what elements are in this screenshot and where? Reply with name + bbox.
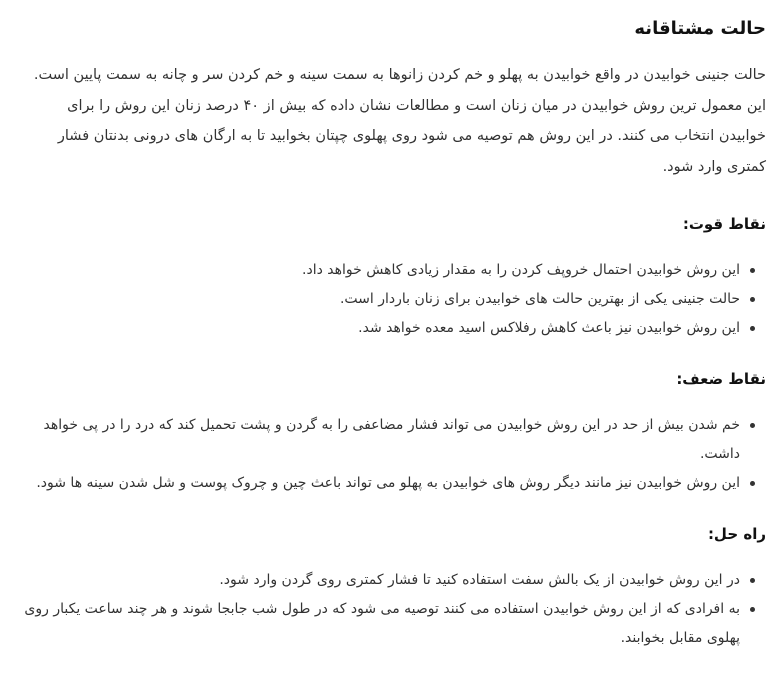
list-item xyxy=(18,285,766,314)
bullet-icon xyxy=(750,481,755,486)
list-item xyxy=(18,566,766,595)
list-item-text: در این روش خوابیدن از یک بالش سفت استفاده کنید تا فشار کمتری روی گردن وارد شود. xyxy=(219,572,740,588)
list-item-text: خم شدن بیش از حد در این روش خوابیدن می تواند فشار مضاعفی را به گردن و پشت تحمیل کند که درد را در پی خواهد داشت. xyxy=(43,417,740,462)
weaknesses-list xyxy=(18,411,766,498)
list-item-text: این روش خوابیدن نیز مانند دیگر روش های خوابیدن به پهلو می تواند باعث چین و چروک پوست و شل شدن سینه ها شود. xyxy=(36,475,740,491)
list-item xyxy=(18,595,766,653)
list-item xyxy=(18,314,766,343)
list-item xyxy=(18,256,766,285)
bullet-icon xyxy=(750,297,755,302)
strengths-list xyxy=(18,256,766,343)
bullet-icon xyxy=(750,578,755,583)
list-item-text: به افرادی که از این روش خوابیدن استفاده می کنند توصیه می شود که در طول شب جابجا شوند و هر چند ساعت یکبار روی پهلوی مقابل بخوابند. xyxy=(24,601,740,646)
weaknesses-heading: نقاط ضعف: xyxy=(676,370,766,388)
solutions-list xyxy=(18,566,766,653)
list-item xyxy=(18,469,766,498)
bullet-icon xyxy=(750,268,755,273)
intro-paragraph: حالت جنینی خوابیدن در واقع خوابیدن به پهلو و خم کردن زانوها به سمت سینه و خم کردن سر و چانه به سمت پایین است. این معمول ترین روش خوابیدن در میان زنان است و مطالعات نشان داده که بیش از ۴۰ درصد زنان این روش را برای خوابیدن انتخاب می کنند. در این روش هم توصیه می شود روی پهلوی چپتان بخوابید تا به ارگان های درونی بدنتان فشار کمتری وارد شود. xyxy=(33,67,766,175)
article-title: حالت مشتاقانه xyxy=(634,18,766,39)
list-item-text: این روش خوابیدن احتمال خروپف کردن را به مقدار زیادی کاهش خواهد داد. xyxy=(302,262,740,278)
list-item-text: حالت جنینی یکی از بهترین حالت های خوابیدن برای زنان باردار است. xyxy=(339,291,740,307)
list-item xyxy=(18,411,766,469)
bullet-icon xyxy=(750,423,755,428)
list-item-text: این روش خوابیدن نیز باعث کاهش رفلاکس اسید معده خواهد شد. xyxy=(358,320,740,336)
solutions-heading: راه حل: xyxy=(707,525,766,543)
strengths-heading: نقاط قوت: xyxy=(682,215,766,233)
bullet-icon xyxy=(750,326,755,331)
bullet-icon xyxy=(750,607,755,612)
